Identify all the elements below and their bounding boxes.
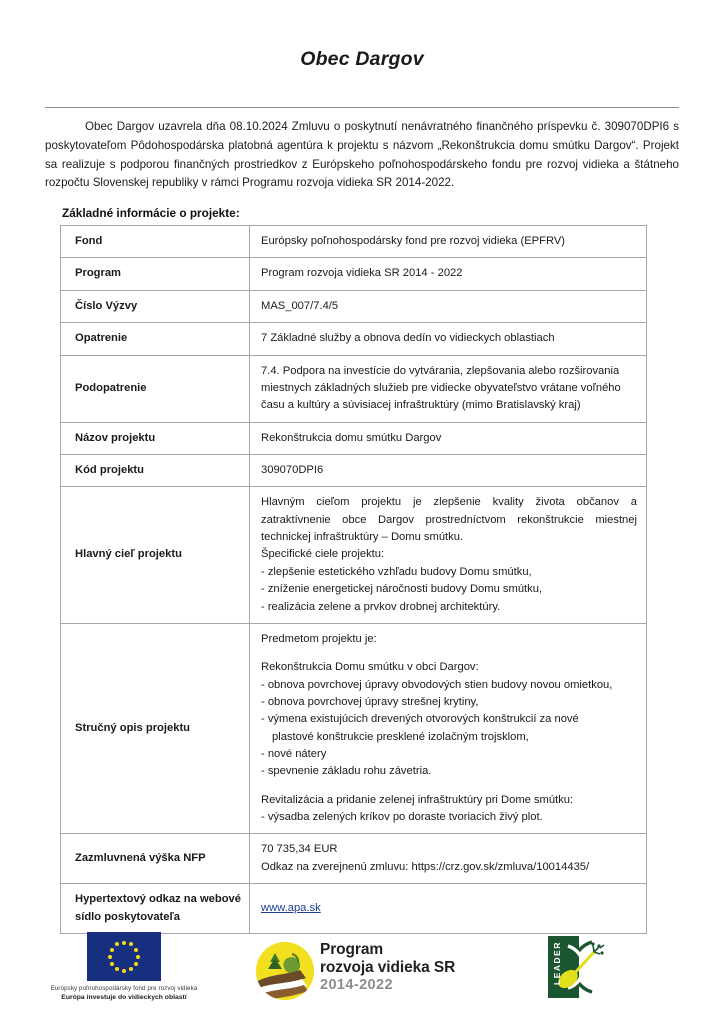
row-value-program: Program rozvoja vidieka SR 2014 - 2022 [250, 258, 647, 290]
cell-line: - zníženie energetickej náročnosti budovy Domu smútku, [261, 583, 543, 596]
row-value-podopatrenie: 7.4. Podpora na investície do vytvárania, zlepšovania alebo rozširovania miestnych základných služieb pre vidiecke obyvateľstvo vrátane voľného času a kultúry a súvisiacej infraštruktúry (mimo Bratislavský kraj) [250, 355, 647, 422]
table-row [61, 290, 647, 322]
eu-logo-block [26, 932, 222, 1003]
row-label-nazov-projektu: Názov projektu [61, 422, 250, 454]
table-row [61, 623, 647, 834]
leader-wordmark: LEADER [552, 940, 563, 986]
row-value-hypertextovy-odkaz [250, 884, 647, 934]
cell-line: Hlavným cieľom projektu je zlepšenie kvality života občanov a zatraktívnenie obce Dargov prostredníctvom rekonštrukcie miestnej technickej infraštruktúry – Domu smútku. [261, 496, 637, 544]
prv-logo-block [256, 938, 486, 1010]
row-value-strucny-opis [250, 623, 647, 834]
table-row [61, 355, 647, 422]
row-label-program: Program [61, 258, 250, 290]
eu-star-icon [110, 962, 114, 966]
eu-star-icon [122, 941, 126, 945]
eu-star-icon [134, 948, 138, 952]
eu-star-icon [129, 942, 133, 946]
row-label-opatrenie: Opatrenie [61, 323, 250, 355]
cell-line: - výsadba zelených kríkov po doraste tvoriacich živý plot. [261, 811, 543, 824]
row-label-strucny-opis: Stručný opis projektu [61, 623, 250, 834]
cell-line: Špecifické ciele projektu: [261, 548, 385, 561]
eu-star-icon [129, 967, 133, 971]
table-row [61, 884, 647, 934]
page-title: Obec Dargov [300, 48, 424, 70]
provider-website-link[interactable]: www.apa.sk [261, 901, 321, 914]
table-row [61, 258, 647, 290]
eu-star-icon [115, 967, 119, 971]
header-divider [45, 107, 679, 108]
eu-star-icon [115, 942, 119, 946]
row-value-cislo-vyzvy: MAS_007/7.4/5 [250, 290, 647, 322]
cell-line: Odkaz na zverejnenú zmluvu: https://crz.gov.sk/zmluva/10014435/ [261, 860, 590, 873]
eu-star-icon [110, 948, 114, 952]
cell-line: - obnova povrchovej úpravy strešnej krytiny, [261, 695, 479, 708]
cell-line: Rekonštrukcia Domu smútku v obci Dargov: [261, 661, 479, 674]
row-label-kod-projektu: Kód projektu [61, 455, 250, 487]
table-row [61, 455, 647, 487]
row-value-hlavny-ciel [250, 487, 647, 624]
eu-star-icon [134, 962, 138, 966]
row-label-cislo-vyzvy: Číslo Výzvy [61, 290, 250, 322]
row-label-vyska-nfp: Zazmluvnená výška NFP [61, 834, 250, 884]
row-value-vyska-nfp [250, 834, 647, 884]
eu-caption-line2: Európa investuje do vidieckych oblastí [61, 994, 187, 1002]
project-info-table [60, 225, 647, 934]
cell-line: Revitalizácia a pridanie zelenej infraštruktúry pri Dome smútku: [261, 793, 574, 806]
cell-line [261, 781, 637, 792]
cell-line: plastové konštrukcie presklené izolačným trojsklom, [272, 730, 529, 743]
cell-line: - spevnenie základu rohu závetria. [261, 765, 432, 778]
cell-line: - nové nátery [261, 748, 327, 761]
cell-line: - obnova povrchovej úpravy obvodových stien budovy novou omietkou, [261, 678, 613, 691]
row-value-nazov-projektu: Rekonštrukcia domu smútku Dargov [250, 422, 647, 454]
leader-logo-block [548, 936, 624, 1002]
eu-flag-icon [87, 932, 161, 981]
cell-line: - realizácia zelene a prvkov drobnej architektúry. [261, 600, 501, 613]
row-value-opatrenie: 7 Základné služby a obnova dedín vo vidieckych oblastiach [250, 323, 647, 355]
row-label-hlavny-ciel: Hlavný cieľ projektu [61, 487, 250, 624]
eu-caption-line1: Európsky poľnohospodársky fond pre rozvoj vidieka [50, 985, 198, 992]
footer-logos [0, 930, 724, 1024]
cell-line: - zlepšenie estetického vzhľadu budovy Domu smútku, [261, 565, 532, 578]
table-row [61, 487, 647, 624]
eu-star-icon [108, 955, 112, 959]
cell-line: - výmena existujúcich drevených otvorových konštrukcií za nové [261, 713, 579, 726]
intro-paragraph: Obec Dargov uzavrela dňa 08.10.2024 Zmluvu o poskytnutí nenávratného finančného príspevku č. 309070DPI6 s poskytovateľom Pôdohospodárska platobná agentúra k projektu s názvom „Rekonštrukcia domu smútku Dargov“. Projekt sa realizuje s podporou finančných prostriedkov z Európskeho poľnohospodárskeho fondu pre rozvoj vidieka a štátneho rozpočtu Slovenskej republiky v rámci Programu rozvoja vidieka SR 2014-2022. [45, 120, 679, 190]
table-row [61, 834, 647, 884]
cell-line: Predmetom projektu je: [261, 632, 377, 645]
row-value-kod-projektu: 309070DPI6 [250, 455, 647, 487]
prv-line2: rozvoja vidieka SR [320, 958, 456, 976]
cell-line: 70 735,34 EUR [261, 843, 338, 856]
prv-line1: Program [320, 941, 384, 958]
table-row [61, 323, 647, 355]
row-label-fond: Fond [61, 226, 250, 258]
table-row [61, 226, 647, 258]
section-heading: Základné informácie o projekte: [62, 206, 240, 221]
prv-wordmark [320, 941, 455, 994]
eu-star-icon [136, 955, 140, 959]
cell-line [261, 648, 637, 659]
table-row [61, 422, 647, 454]
prv-emblem-icon [256, 942, 314, 1000]
row-value-fond: Európsky poľnohospodársky fond pre rozvoj vidieka (EPFRV) [250, 226, 647, 258]
row-label-hypertextovy-odkaz: Hypertextový odkaz na webové sídlo poskytovateľa [61, 884, 250, 934]
prv-years: 2014-2022 [320, 976, 393, 993]
row-label-podopatrenie: Podopatrenie [61, 355, 250, 422]
eu-star-icon [122, 969, 126, 973]
